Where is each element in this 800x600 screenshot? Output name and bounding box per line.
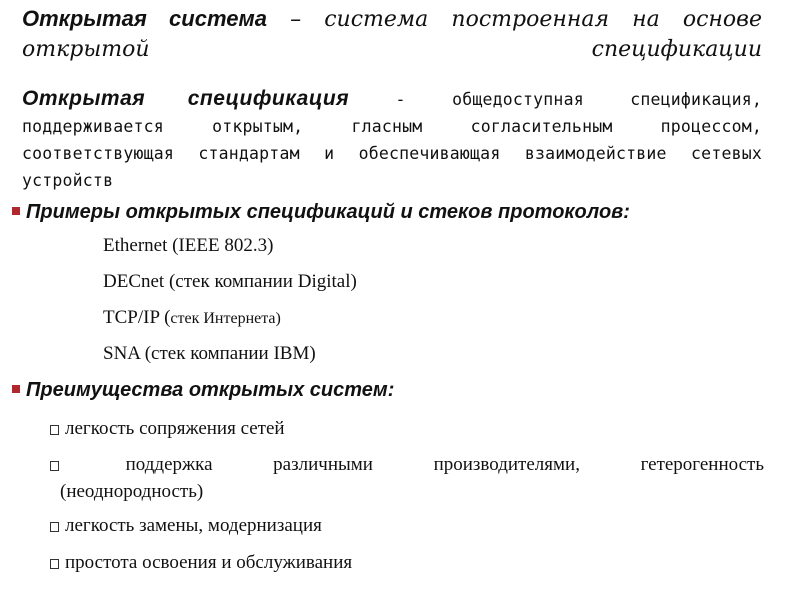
advantage-text: легкость сопряжения сетей	[65, 418, 285, 439]
advantage-item	[50, 451, 764, 505]
open-specification-term: Открытая спецификация	[22, 87, 350, 110]
protocol-name: SNA (стек компании IBM)	[103, 343, 316, 364]
advantage-item	[50, 415, 764, 442]
protocol-name: TCP/IP (	[103, 307, 171, 328]
list-item	[103, 233, 357, 269]
open-specification-text-middle: поддерживается открытым, гласным согласительным процессом, соответствующая стандартам и обеспечивающая взаимодействие сетевых	[22, 117, 762, 163]
hollow-square-bullet-icon	[50, 522, 59, 532]
protocol-name: DECnet (стек компании Digital)	[103, 271, 357, 292]
list-item	[103, 269, 357, 305]
open-system-text-line2: открытой спецификации	[22, 37, 762, 62]
examples-heading	[12, 199, 630, 225]
examples-heading-text: Примеры открытых спецификаций и стеков протоколов:	[26, 201, 630, 223]
advantage-text: поддержка различными производителями, гетерогенность	[125, 454, 764, 475]
open-system-term: Открытая система	[22, 6, 267, 31]
list-item	[103, 305, 357, 341]
hollow-square-bullet-icon	[50, 461, 59, 471]
protocol-list	[103, 233, 357, 377]
hollow-square-bullet-icon	[50, 559, 59, 569]
advantage-item	[50, 512, 764, 539]
open-system-text-line1: – система построенная на основе	[290, 7, 762, 32]
open-specification-text-line1: - общедоступная спецификация,	[395, 90, 762, 109]
advantages-heading-text: Преимущества открытых систем:	[26, 379, 395, 401]
open-specification-text-last: устройств	[22, 171, 114, 190]
protocol-name: Ethernet (IEEE 802.3)	[103, 235, 274, 256]
hollow-square-bullet-icon	[50, 425, 59, 435]
list-item	[103, 341, 357, 377]
open-specification-definition	[22, 85, 762, 194]
open-system-definition	[22, 4, 762, 65]
advantages-heading	[12, 377, 394, 403]
advantage-text: легкость замены, модернизация	[65, 515, 322, 536]
advantage-continuation: (неоднородность)	[60, 481, 204, 502]
protocol-note: стек Интернета)	[170, 310, 281, 327]
advantage-item	[50, 549, 764, 576]
square-bullet-icon	[12, 207, 20, 215]
square-bullet-icon	[12, 385, 20, 393]
advantage-text: простота освоения и обслуживания	[65, 552, 353, 573]
